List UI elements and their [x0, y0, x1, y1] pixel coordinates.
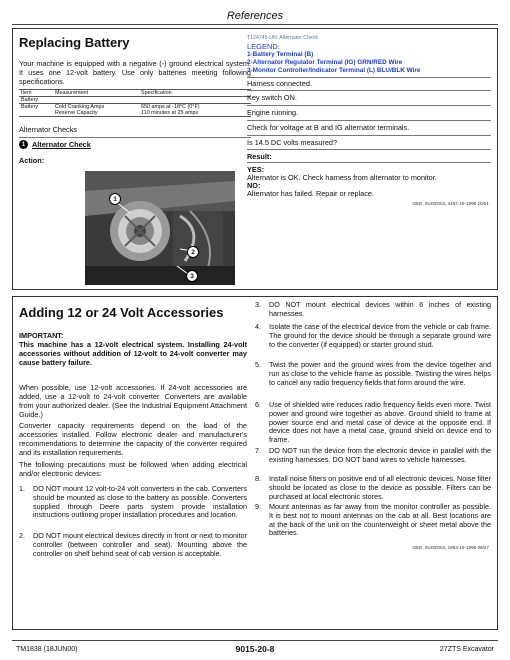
table-cell: Battery	[19, 104, 53, 111]
list-text: DO NOT mount electrical devices directly in front or next to monitor controller (between controller and seat). Mounting above the controller on shelf behind seat of cab version is acceptable.	[33, 531, 247, 558]
table-cell: 110 minutes at 25 amps	[141, 110, 199, 116]
list-item	[255, 475, 491, 501]
list-number: 5.	[255, 360, 261, 369]
divider	[247, 162, 491, 163]
list-item	[255, 503, 491, 538]
list-text: Twist the power and the ground wires from the device together and run as close to the vehicle frame as possible. Twisting the wires helps to cancel any radio frequency fields that form around the wire.	[269, 360, 491, 387]
list-text: Install noise filters on positive end of all electronic devices. Noise filter should be located as close to the device as possible. Filters can be purchased at local electronic stores.	[269, 474, 491, 501]
no-label: NO:	[247, 181, 261, 190]
list-text: DO NOT mount 12 volt-to-24 volt converters in the cab. Converters should be mounted as close to the battery as possible. Converters supplied through Deere parts system provide installation instructions outlining proper installation procedures and location.	[33, 484, 247, 520]
divider	[19, 137, 251, 138]
yes-label: YES:	[247, 165, 265, 174]
important-label: IMPORTANT:	[19, 331, 64, 340]
step-title-row	[19, 140, 91, 149]
section-heading: Replacing Battery	[19, 35, 130, 50]
list-number: 6.	[255, 400, 261, 409]
list-number: 7.	[255, 446, 261, 455]
list-item	[19, 485, 247, 520]
list-item	[255, 361, 491, 387]
table-cell: Reserve Capacity	[55, 110, 98, 116]
divider	[247, 90, 491, 91]
instruction-line: Harness connected.	[247, 79, 312, 88]
table-cell	[139, 97, 251, 104]
reference-code: OED, 0UOE003, 1983-19-1999 09/27	[412, 545, 489, 550]
paragraph: When possible, use 12-volt accessories. If 24-volt accessories are added, use a 12-volt to 24-volt converter. Converters are available from your authorized dealer. (See the Industrial Equipment Attachment Guide.)	[19, 383, 247, 419]
table-cell: Battery	[19, 97, 53, 104]
list-number: 3.	[255, 300, 261, 309]
table-cell	[19, 110, 53, 117]
table-cell	[53, 97, 139, 104]
bottom-panel	[12, 296, 498, 630]
instruction-line: Is 14.5 DC volts measured?	[247, 138, 338, 147]
footer-page-number: 9015-20-8	[235, 644, 275, 654]
legend-title: LEGEND:	[247, 42, 280, 51]
legend-item: 1-Battery Terminal (B)	[247, 51, 314, 58]
table-cell: 650 amps at -18°C (0°F)	[139, 104, 251, 111]
table-header-cell: Specification	[139, 90, 251, 97]
spec-table	[19, 89, 251, 117]
header-rule	[12, 24, 498, 25]
list-text: Isolate the case of the electrical device from the vehicle or cab frame. The ground for the device should be through a separate ground wire to the converter (if equipped) or starter ground stud.	[269, 322, 491, 349]
legend-item: 2-Alternator Regulator Terminal (IG) GRN/RED Wire	[247, 59, 403, 66]
alternator-checks-label: Alternator Checks	[19, 125, 77, 134]
table-header-cell: Measurement	[53, 90, 139, 97]
photo-callout: 1	[109, 193, 121, 205]
alternator-photo	[85, 171, 235, 285]
yes-text: Alternator is OK. Check harness from alternator to monitor.	[247, 173, 437, 182]
paragraph: The following precautions must be followed when adding electrical and/or electronic devices:	[19, 460, 247, 478]
alternator-photo-graphic	[85, 171, 235, 285]
page-header-title: References	[226, 10, 284, 22]
list-number: 4.	[255, 322, 261, 331]
step-number-badge: 1	[19, 140, 28, 149]
result-label: Result:	[247, 152, 272, 161]
footer-rule	[12, 640, 498, 641]
list-number: 9.	[255, 502, 261, 511]
list-text: DO NOT run the device from the electronic device in parallel with the existing harnesses. DO NOT band wires to vehicle harnesses.	[269, 446, 491, 464]
table-row	[19, 97, 251, 104]
instruction-line: Key switch ON.	[247, 93, 297, 102]
table-header-cell: Item	[19, 90, 53, 97]
list-number: 8.	[255, 474, 261, 483]
instruction-line: Engine running.	[247, 108, 299, 117]
legend-item: 3-Monitor Controller/Indicator Terminal (L) BLU/BLK Wire	[247, 67, 421, 74]
reference-code: OED, 0UOE003, 3487-19-1999 10/01	[412, 201, 489, 206]
photo-callout: 2	[187, 246, 199, 258]
divider	[247, 105, 491, 106]
intro-paragraph: Your machine is equipped with a negative (-) ground electrical system. It uses one 12-volt battery. Use only batteries meeting following specifications.	[19, 59, 251, 86]
footer-doc-id: TM1838 (18JUN00)	[16, 646, 78, 653]
no-text: Alternator has failed. Repair or replace.	[247, 189, 374, 198]
action-label: Action:	[19, 156, 45, 165]
list-item	[255, 447, 491, 465]
footer-model: 27ZTS Excavator	[439, 646, 494, 653]
table-cell: Cold Cranking Amps	[53, 104, 139, 111]
list-item	[255, 401, 491, 445]
instruction-line: Check for voltage at B and IG alternator terminals.	[247, 123, 410, 132]
list-item	[19, 532, 247, 558]
list-text: Mount antennas as far away from the monitor controller as possible. It is best not to mount antennas on the cab at all. Best locations are at the back of the unit on the counterweight or sheet metal above the batteries.	[269, 502, 491, 538]
important-text: This machine has a 12-volt electrical system. Installing 24-volt accessories without addition of 12-volt to 24-volt converter may cause battery failure.	[19, 340, 247, 367]
divider	[247, 149, 491, 150]
list-item	[255, 323, 491, 349]
divider	[247, 135, 491, 136]
step-title: Alternator Check	[32, 140, 91, 149]
table-header-row	[19, 90, 251, 97]
list-number: 2.	[19, 531, 25, 540]
top-panel	[12, 28, 498, 290]
list-text: DO NOT mount electrical devices within 6 inches of existing harnesses.	[269, 300, 491, 318]
section-heading: Adding 12 or 24 Volt Accessories	[19, 305, 224, 320]
divider	[247, 77, 491, 78]
table-row	[19, 110, 251, 117]
list-number: 1.	[19, 484, 25, 493]
image-caption-id: T124745-UN: Alternator Check	[247, 35, 318, 41]
list-text: Use of shielded wire reduces radio frequency fields even more. Twist power and ground wire together as above. Ground shield to frame at power source end and metal case of device at the opposite end. If device does not have a metal case, ground shield on device end to frame.	[269, 400, 491, 445]
divider	[247, 120, 491, 121]
photo-callout: 3	[186, 270, 198, 282]
paragraph: Converter capacity requirements depend on the load of the accessories installed. Follow electronic dealer and manufacturer's recommendations to determine the capacity of the converter required and its installation requirements.	[19, 421, 247, 457]
list-item	[255, 301, 491, 319]
